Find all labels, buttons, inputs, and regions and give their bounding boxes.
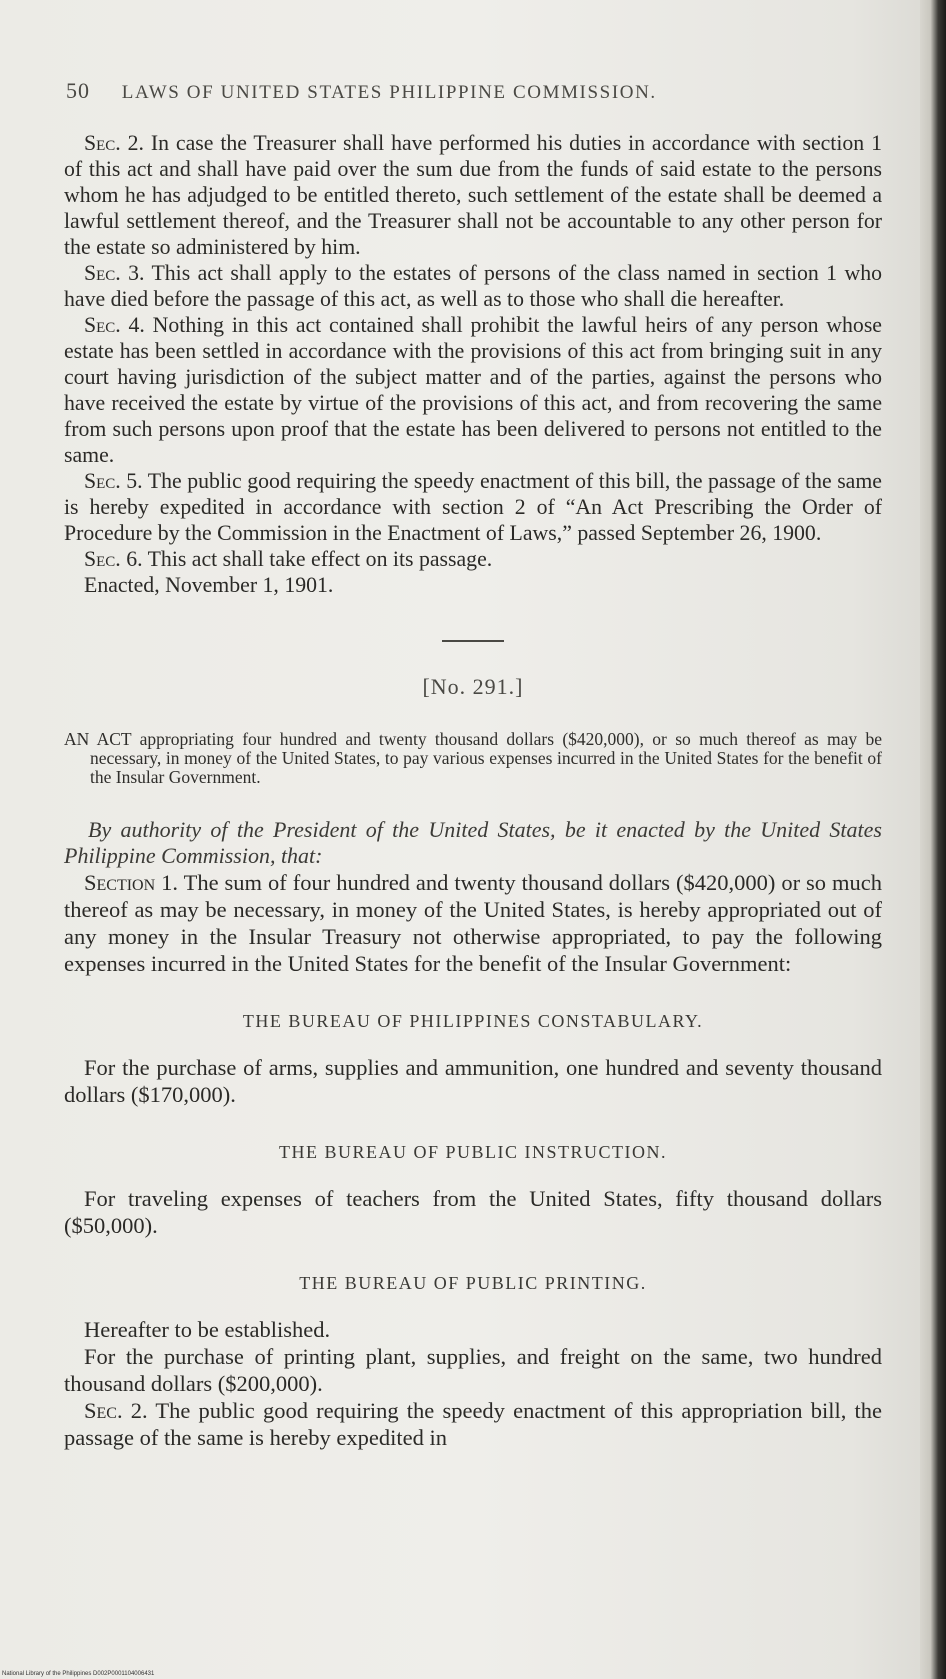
section-label: Sec. 5. [84,469,143,493]
section-label: Sec. 4. [84,313,145,337]
section-divider [442,640,504,642]
section-text: This act shall take effect on its passage. [142,547,493,571]
section-4-paragraph [64,312,882,468]
heading-constabulary: THE BUREAU OF PHILIPPINES CONSTABULARY. [242,1011,704,1031]
section-text: The sum of four hundred and twenty thousand dollars ($420,000) or so much thereof as may be necessary, in money of the United States, is hereby appropriated out of any money in the Insular Treasury not otherwise appropriated, to pay the following expenses incurred in the United States for the benefit of the Insular Government: [64,870,883,976]
instruction-paragraph: For traveling expenses of teachers from the United States, fifty thousand dollars ($50,000). [64,1186,882,1238]
act-summary-label: AN ACT [64,729,132,749]
page-binding-edge [920,0,946,1679]
section-text: The public good requiring the speedy enactment of this appropriation bill, the passage of the same is hereby expedited in [64,1398,882,1450]
final-section-2-paragraph [64,1397,882,1451]
section-label: Sec. 2. [84,1398,148,1423]
section-text: This act shall apply to the estates of persons of the class named in section 1 who have died before the passage of this act, as well as to those who shall die hereafter. [64,261,882,311]
section-1-paragraph [64,869,882,977]
section-2-paragraph [64,130,882,260]
heading-public-printing: THE BUREAU OF PUBLIC PRINTING. [299,1273,647,1293]
running-title: LAWS OF UNITED STATES PHILIPPINE COMMISSION. [121,82,657,103]
page-body [64,130,882,1451]
printing-paragraph-1: Hereafter to be established. [84,1317,331,1342]
enacting-clause: By authority of the President of the United States, be it enacted by the United States Philippine Commission, that: [64,817,882,868]
section-text: Nothing in this act contained shall prohibit the lawful heirs of any person whose estate has been settled in accordance with the provisions of this act from bringing suit in any court having jurisdiction of the subject matter and of the parties, against the persons who have received the estate by virtue of the provisions of this act, and from recovering the same from such persons upon proof that the estate has been delivered to persons not entitled to the same. [64,313,882,467]
enacted-date: Enacted, November 1, 1901. [84,573,334,597]
constabulary-paragraph: For the purchase of arms, supplies and ammunition, one hundred and seventy thousand dollars ($170,000). [64,1055,882,1107]
section-label: Section 1. [84,870,179,895]
section-label: Sec. 3. [84,261,145,285]
section-label: Sec. 6. [84,547,143,571]
page-number: 50 [66,78,90,103]
act-number: [No. 291.] [422,674,524,699]
section-6-paragraph [64,546,882,572]
act-summary [64,730,882,787]
section-text: In case the Treasurer shall have performed his duties in accordance with section 1 of this act and shall have paid over the sum due from the funds of said estate to the persons whom he has adjudged to be entitled thereto, such settlement of the estate shall be deemed a lawful settlement thereof, and the Treasurer shall not be accountable to any other person for the estate so administered by him. [64,131,882,259]
act-summary-text: appropriating four hundred and twenty thousand dollars ($420,000), or so much thereof as may be necessary, in money of the United States, to pay various expenses incurred in the United States for the benefit of the Insular Government. [90,729,882,787]
section-text: The public good requiring the speedy enactment of this bill, the passage of the same is hereby expedited in accordance with section 2 of “An Act Prescribing the Order of Procedure by the Commission in the Enactment of Laws,” passed September 26, 1900. [64,469,882,545]
heading-public-instruction: THE BUREAU OF PUBLIC INSTRUCTION. [278,1142,667,1162]
printing-paragraph-2: For the purchase of printing plant, supplies, and freight on the same, two hundred thousand dollars ($200,000). [64,1344,882,1396]
section-label: Sec. 2. [84,131,144,155]
section-5-paragraph [64,468,882,546]
section-3-paragraph [64,260,882,312]
library-stamp: National Library of the Philippines D002P0001104006431 [2,1671,155,1677]
page-header [66,78,866,104]
